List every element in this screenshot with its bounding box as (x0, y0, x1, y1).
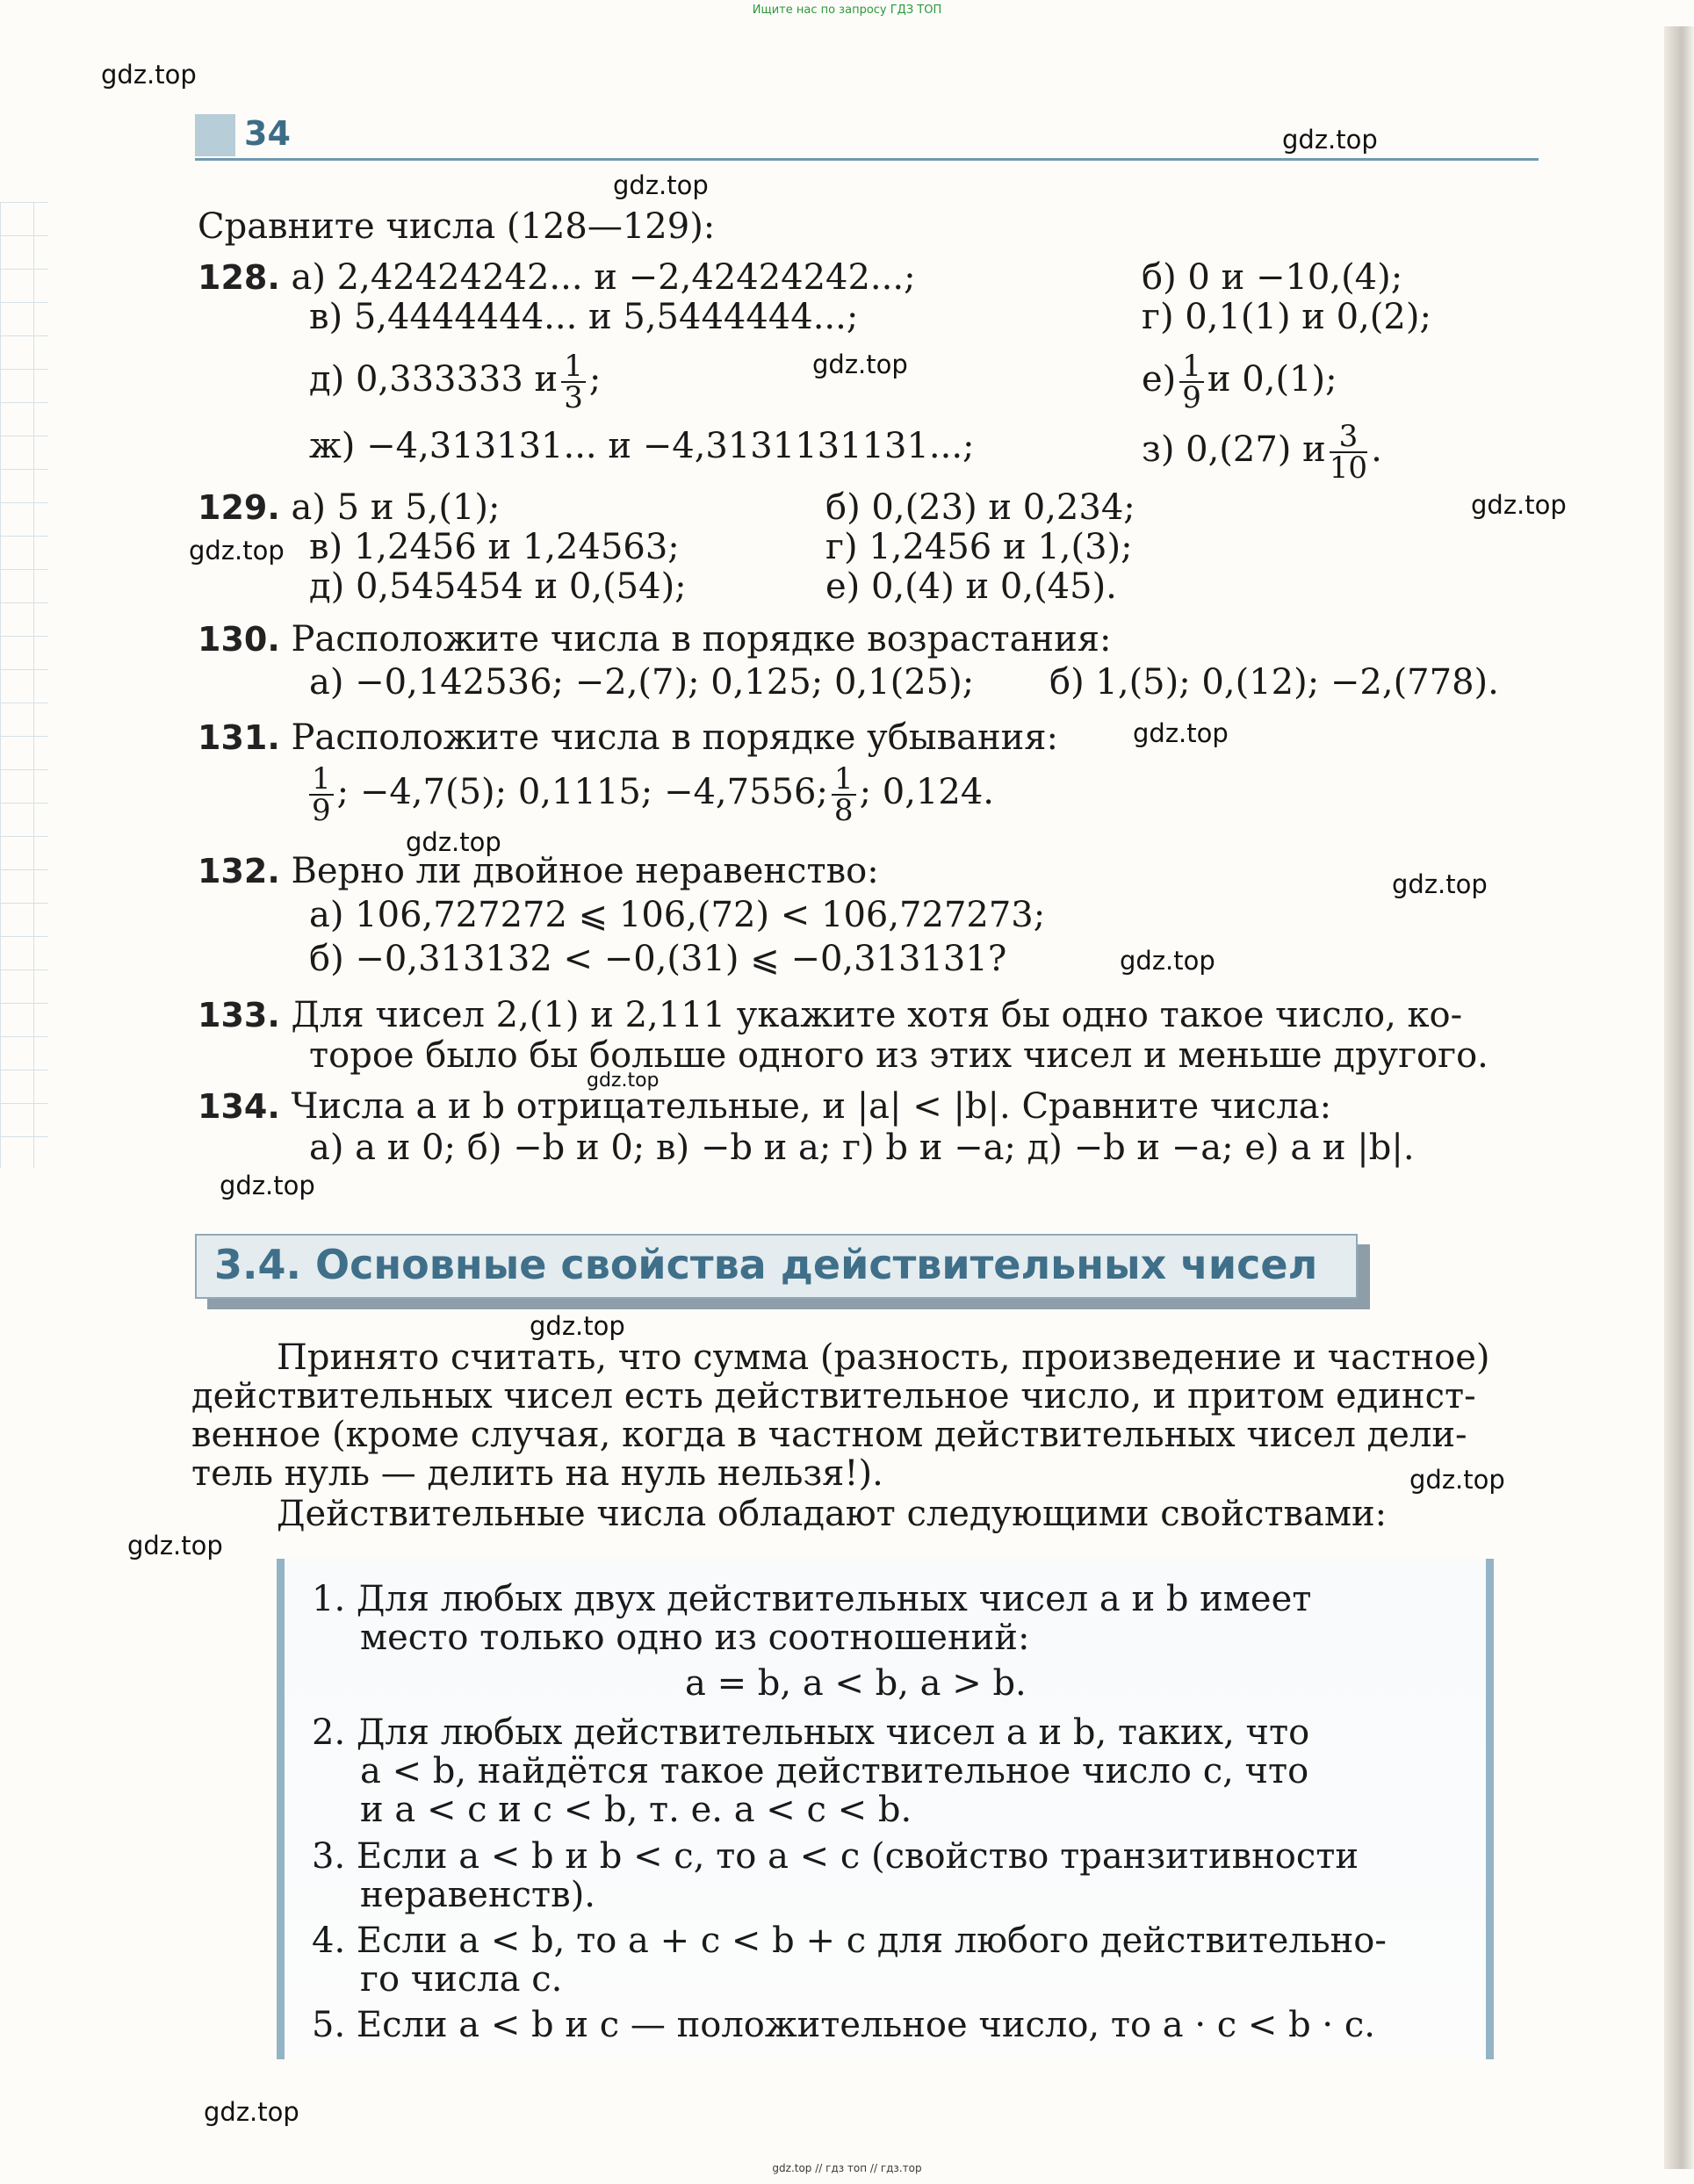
exercise-item: а) 2,42424242... и −2,42424242...; (291, 257, 916, 298)
exercise-item: д) 0,545454 и 0,(54); (309, 566, 687, 607)
watermark: gdz.top (613, 170, 709, 200)
top-note: Ищите нас по запросу ГДЗ ТОП (752, 4, 942, 17)
paragraph-line: Принято считать, что сумма (разность, произведение и частное) (277, 1337, 1490, 1378)
exercise-item: б) 0 и −10,(4); (1142, 257, 1403, 298)
fraction (1179, 351, 1204, 413)
exercise-number: 130. (198, 620, 280, 659)
exercise-item: а) 5 и 5,(1); (291, 487, 501, 528)
property-line: неравенств). (360, 1875, 596, 1915)
paragraph-line: венное (кроме случая, когда в частном действительных чисел дели- (191, 1415, 1467, 1455)
exercise-number: 128. (198, 258, 280, 297)
numerator: 1 (1179, 351, 1204, 383)
exercise-133-line1 (198, 994, 1462, 1036)
property-line: 1. Для любых двух действительных чисел a и b имеет (312, 1579, 1312, 1619)
exercise-131-items (306, 761, 994, 828)
exercise-number: 129. (198, 488, 280, 527)
exercise-number: 131. (198, 718, 280, 757)
exercise-item: г) 0,1(1) и 0,(2); (1142, 297, 1431, 337)
watermark: gdz.top (220, 1171, 315, 1200)
exercise-task: Для чисел 2,(1) и 2,111 укажите хотя бы одно такое число, ко- (291, 995, 1463, 1035)
item-text: и 0,(1); (1207, 359, 1337, 400)
exercise-task: Расположите числа в порядке убывания: (291, 717, 1059, 758)
property-formula: a = b, a < b, a > b. (685, 1663, 1027, 1704)
section-heading (195, 1234, 1358, 1299)
exercise-130-task (198, 618, 1111, 660)
watermark: gdz.top (530, 1311, 625, 1341)
exercise-number: 133. (198, 996, 280, 1034)
exercise-item: в) 5,4444444... и 5,5444444...; (309, 297, 859, 337)
fraction (561, 351, 586, 413)
watermark: gdz.top (587, 1070, 660, 1092)
denominator: 9 (1182, 380, 1201, 415)
property-line: место только одно из соотношений: (360, 1618, 1030, 1658)
property-line: 5. Если a < b и c — положительное число, то a · c < b · c. (312, 2005, 1375, 2045)
section-title: 3.4. Основные свойства действительных чисел (214, 1241, 1318, 1288)
exercise-item: а) 106,727272 ⩽ 106,(72) < 106,727273; (309, 895, 1046, 935)
exercise-number: 132. (198, 852, 280, 890)
exercise-item: е) 0,(4) и 0,(45). (825, 566, 1117, 607)
exercise-item-128z (1142, 419, 1382, 486)
exercise-129-row1 (198, 487, 501, 529)
item-text: ; −4,7(5); 0,1115; −4,7556; (336, 772, 828, 812)
watermark: gdz.top (1120, 946, 1215, 976)
numerator: 1 (832, 764, 856, 796)
exercise-item: в) 1,2456 и 1,24563; (309, 527, 680, 567)
exercise-intro: Сравните числа (128—129): (198, 206, 716, 247)
exercise-item: б) −0,313132 < −0,(31) ⩽ −0,313131? (309, 939, 1007, 979)
exercise-item: б) 0,(23) и 0,234; (825, 487, 1135, 528)
paragraph-line: Действительные числа обладают следующими свойствами: (277, 1494, 1388, 1534)
page-header (195, 114, 1539, 160)
exercise-132-task (198, 850, 879, 892)
item-text: е) (1142, 359, 1177, 400)
fraction (309, 761, 334, 828)
paragraph-line: действительных чисел есть действительное число, и притом единст- (191, 1376, 1476, 1416)
property-line: го числа c. (360, 1959, 563, 2000)
exercise-134-line1 (198, 1085, 1331, 1128)
denominator: 10 (1329, 450, 1368, 486)
exercise-item: г) 1,2456 и 1,(3); (825, 527, 1133, 567)
denominator: 8 (833, 793, 854, 828)
scan-edge (1664, 26, 1694, 2169)
denominator: 3 (564, 380, 583, 415)
item-text: з) 0,(27) и (1142, 429, 1326, 470)
property-line: a < b, найдётся такое действительное число c, что (360, 1751, 1309, 1791)
exercise-task: Числа a и b отрицательные, и |a| < |b|. Сравните числа: (291, 1086, 1332, 1127)
exercise-128-row1 (198, 256, 916, 299)
watermark: gdz.top (101, 60, 197, 90)
exercise-task: а) a и 0; б) −b и 0; в) −b и a; г) b и −a; д) −b и −a; е) a и |b|. (309, 1128, 1415, 1168)
watermark: gdz.top (406, 827, 501, 857)
bottom-note: gdz.top // гдз топ // гдз.тор (772, 2162, 922, 2174)
numerator: 1 (309, 764, 334, 796)
numerator: 1 (561, 351, 586, 383)
grid-margin-strip (0, 202, 48, 1168)
exercise-item-128e (1142, 351, 1337, 413)
page-number: 34 (244, 114, 291, 153)
watermark: gdz.top (1133, 718, 1229, 748)
watermark: gdz.top (1282, 125, 1378, 155)
watermark: gdz.top (1392, 869, 1488, 899)
property-line: 2. Для любых действительных чисел a и b, таких, что (312, 1712, 1310, 1753)
paragraph-line: тель нуль — делить на нуль нельзя!). (191, 1453, 883, 1494)
watermark: gdz.top (204, 2097, 299, 2127)
header-tab (195, 114, 235, 156)
exercise-item-128d (309, 351, 601, 413)
fraction (1329, 419, 1368, 486)
item-text: д) 0,333333 и (309, 359, 559, 400)
watermark: gdz.top (1409, 1465, 1505, 1495)
denominator: 9 (312, 793, 331, 828)
property-line: 4. Если a < b, то a + c < b + c для любого действительно- (312, 1921, 1387, 1961)
watermark: gdz.top (127, 1531, 223, 1561)
property-line: 3. Если a < b и b < c, то a < c (свойство транзитивности (312, 1836, 1359, 1877)
item-text: ; (588, 359, 602, 400)
exercise-task: Верно ли двойное неравенство: (291, 851, 879, 891)
header-rule (195, 158, 1539, 161)
exercise-task: Расположите числа в порядке возрастания: (291, 619, 1112, 660)
watermark: gdz.top (189, 536, 285, 566)
exercise-131-task (198, 717, 1058, 759)
exercise-item: а) −0,142536; −2,(7); 0,125; 0,1(25); (309, 662, 975, 703)
item-text: . (1371, 429, 1382, 470)
numerator: 3 (1330, 422, 1367, 453)
fraction (832, 761, 856, 828)
exercise-number: 134. (198, 1087, 280, 1126)
watermark: gdz.top (1471, 490, 1567, 520)
watermark: gdz.top (812, 350, 908, 379)
property-line: и a < c и c < b, т. е. a < c < b. (360, 1790, 912, 1830)
exercise-item: ж) −4,313131... и −4,3131131131...; (309, 426, 975, 466)
item-text: ; 0,124. (859, 772, 994, 812)
exercise-task: торое было бы больше одного из этих чисел и меньше другого. (309, 1035, 1489, 1076)
exercise-item: б) 1,(5); 0,(12); −2,(778). (1049, 662, 1499, 703)
